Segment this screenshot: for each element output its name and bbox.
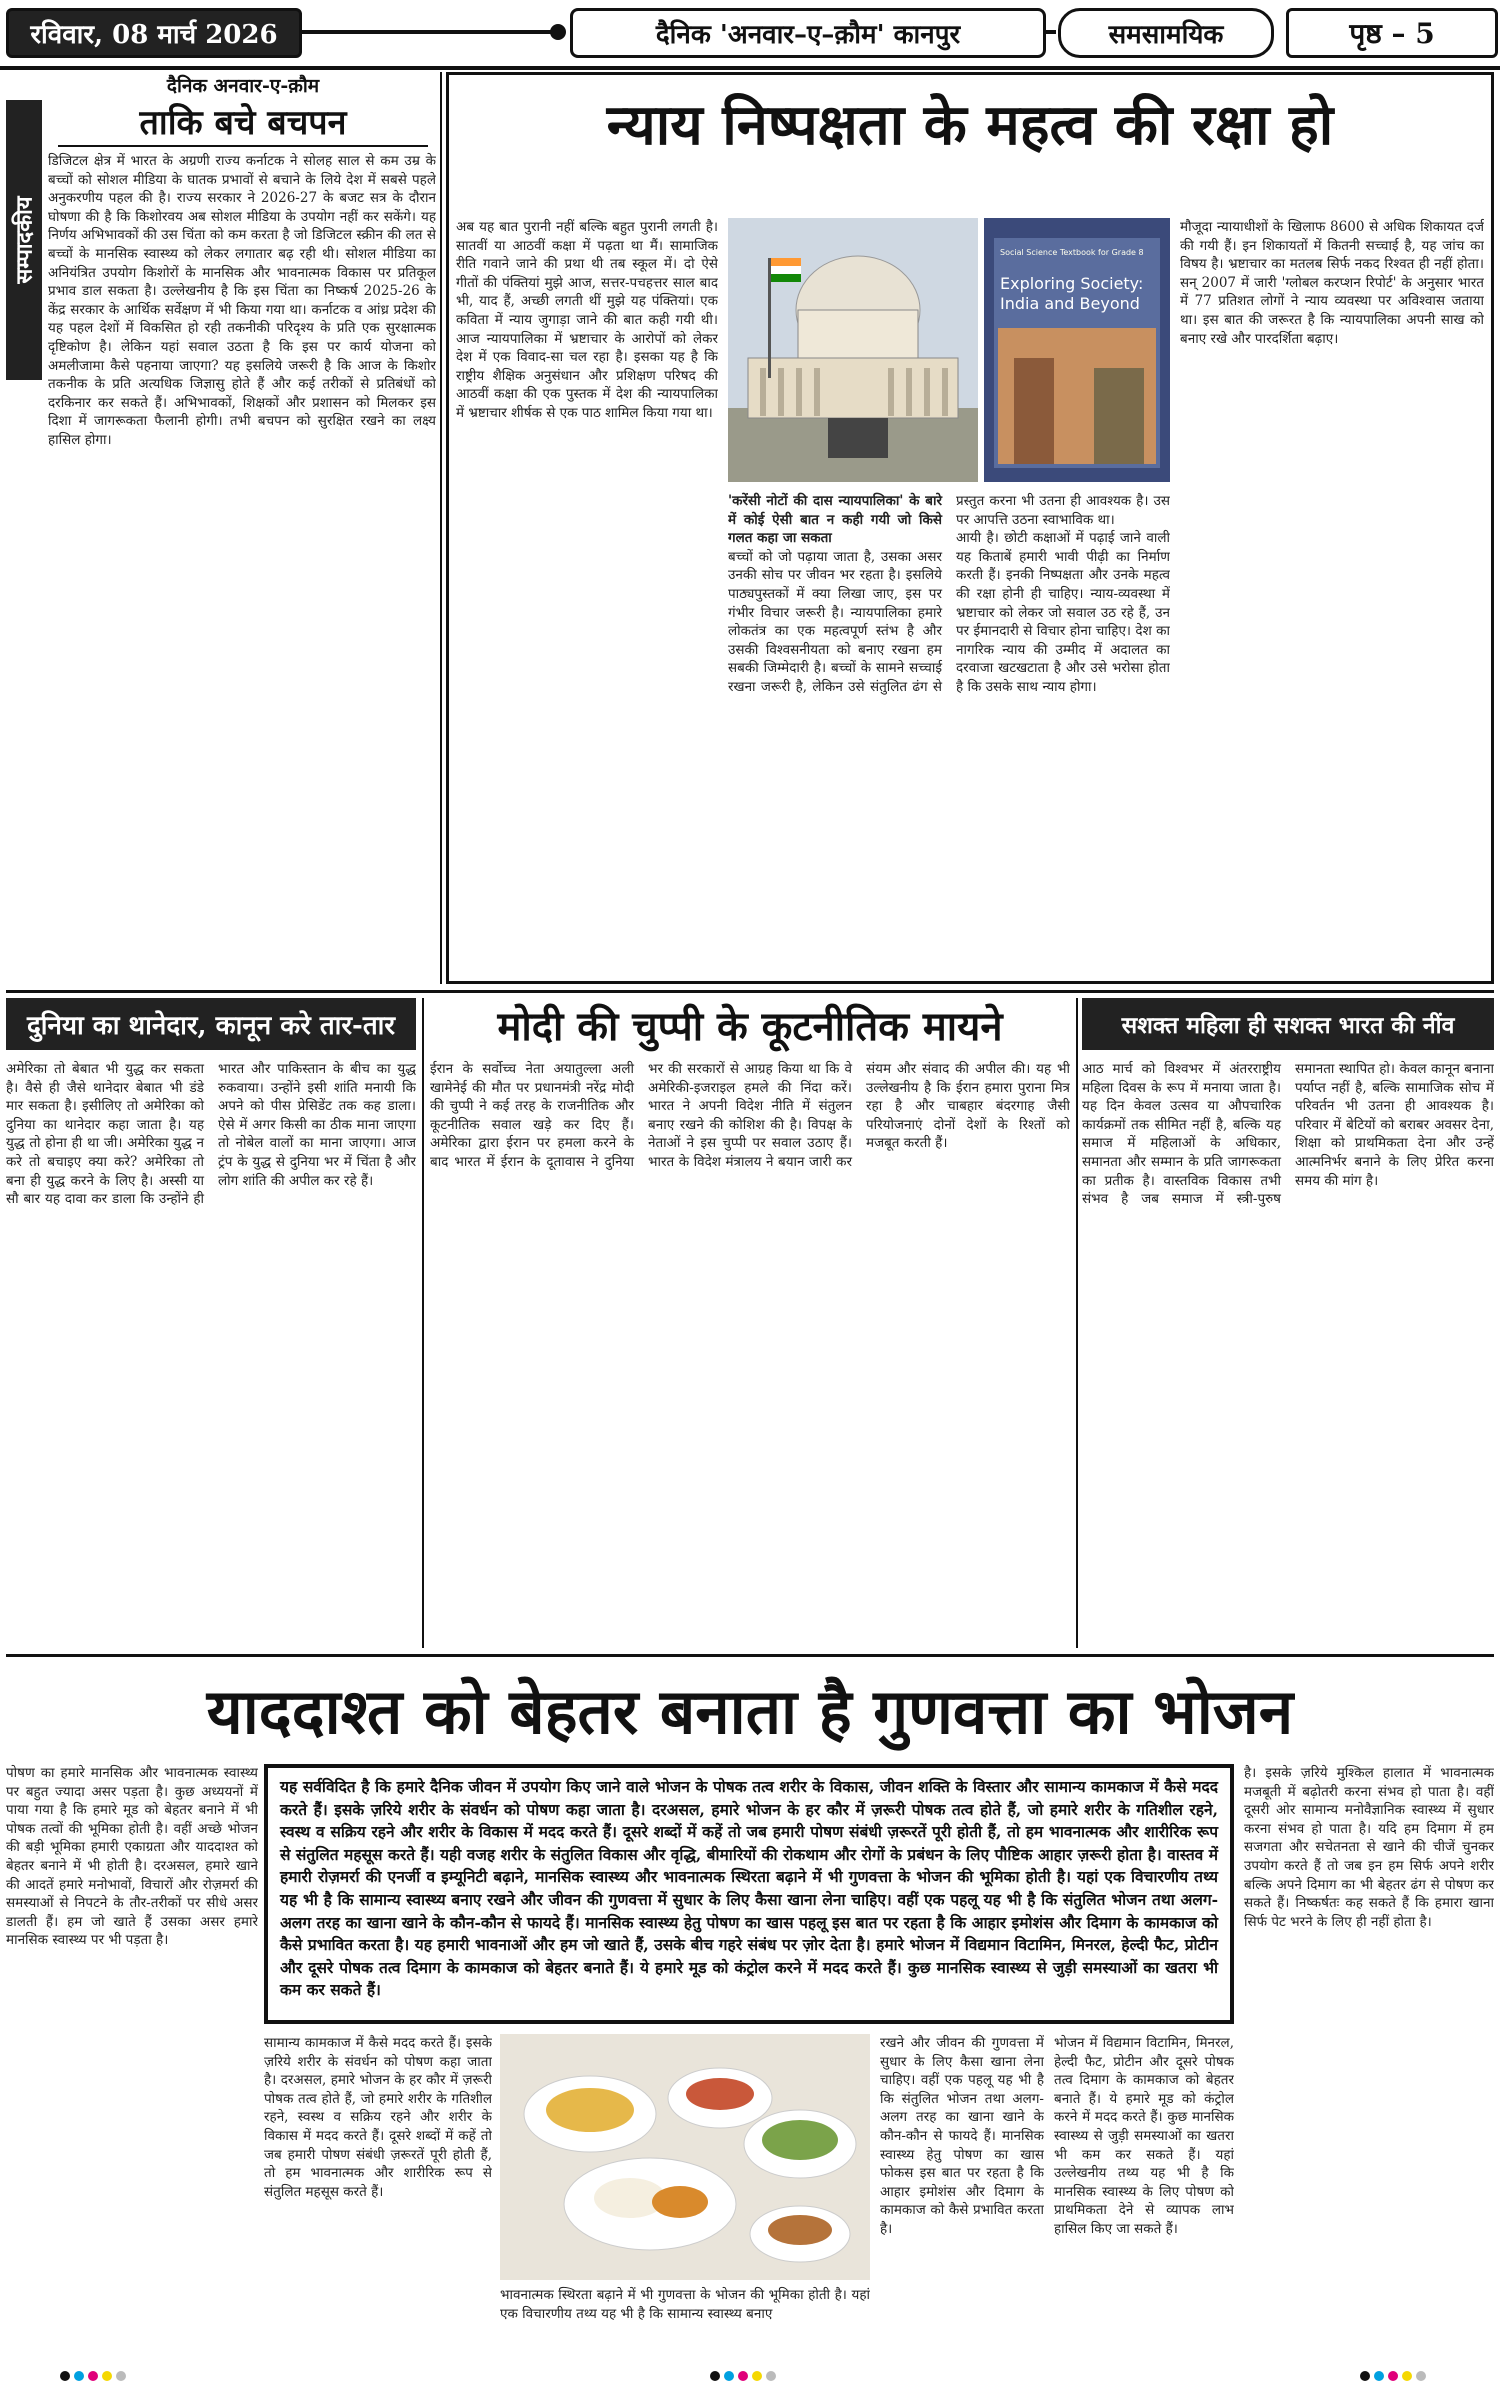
color-dot [724, 2371, 734, 2381]
header-bullet [550, 24, 566, 40]
color-registration-left [60, 2366, 130, 2385]
food-photo-caption: भावनात्मक स्थिरता बढ़ाने में भी गुणवत्ता के भोजन की भूमिका होती है। यहां एक विचारणीय तथ्य यह भी है कि सामान्य स्वास्थ्य बनाए [500, 2287, 870, 2322]
food-headline: याददाश्त को बेहतर बनाता है गुणवत्ता का भोजन [206, 1675, 1294, 1748]
editorial-side-label: सम्पादकीय [12, 196, 38, 284]
editorial-headline: ताकि बचे बचपन [139, 103, 347, 143]
textbook-cover-illustration [984, 218, 1170, 482]
editorial-source: दैनिक अनवार-ए-क़ौम [166, 75, 320, 97]
book-subtitle: Social Science Textbook for Grade 8 [1000, 248, 1144, 257]
editorial-body: डिजिटल क्षेत्र में भारत के अग्रणी राज्य कर्नाटक ने सोलह साल से कम उम्र के बच्चों को सोशल मीडिया के घातक प्रभावों से बचाने के लिये देश में सबसे पहले अनुकरणीय पहल की है। राज्य सरकार ने 2026-27 के बजट सत्र के दौरान घोषणा की है कि किशोरवय अब सोशल मीडिया के उपयोग नहीं कर सकेंगे। यह निर्णय अभिभावकों की उस चिंता को कम करता है जो डिजिटल स्क्रीन की लत से बच्चों के मानसिक स्वास्थ्य को लेकर लगातार बढ़ रही थी। सोशल मीडिया का अनियंत्रित उपयोग किशोरों के मानसिक और भावनात्मक विकास पर प्रतिकूल प्रभाव डाल सकता है। उल्लेखनीय है कि इस चिंता का निष्कर्ष 2025-26 के केंद्र सरकार के आर्थिक सर्वेक्षण में भी किया गया था। कर्नाटक व आंध्र प्रदेश की यह पहल देशों में विकसित हो रही तकनीकी परिदृश्य के प्रति एक सुरक्षात्मक दृष्टिकोण है। लेकिन यहां सवाल उठता है कि इस पर कार्य योजना को अमलीजामा कैसे पहनाया जाएगा? यह इसलिये जरूरी है कि आज के किशोर तकनीक के प्रति अत्यधिक जिज्ञासु होते हैं और कई तरीकों से प्रतिबंधों को दरकिनार कर सकते हैं। अभिभावकों, शिक्षकों और प्रशासन को मिलकर इस दिशा में जागरूकता फैलानी होगी। तभी बचपन को सुरक्षित रखने का लक्ष्य हासिल होगा। [48, 153, 436, 448]
date-box [6, 8, 302, 58]
women-headline: सशक्त महिला ही सशक्त भारत की नींव [1121, 1012, 1455, 1039]
color-dot [738, 2371, 748, 2381]
lead-caption: 'करेंसी नोटों की दास न्यायपालिका' के बारे में कोई ऐसी बात न कही गयी जो किसे गलत कहा जा सकता [728, 493, 942, 547]
editorial-rule [58, 145, 428, 147]
food-bottom-col-3: भोजन में विद्यमान विटामिन, मिनरल, हेल्दी फैट, प्रोटीन और दूसरे पोषक तत्व दिमाग के कामकाज को बेहतर बनाते हैं। ये हमारे मूड को कंट्रोल करने में मदद करते हैं। कुछ मानसिक स्वास्थ्य से जुड़ी समस्याओं का खतरा भी कम कर सकते हैं। यहां उल्लेखनीय तथ्य यह भी है कि मानसिक स्वास्थ्य के लिए पोषण को प्राथमिकता देने से व्यापक लाभ हासिल किए जा सकते हैं। [1054, 2035, 1234, 2237]
header-rule-right [1046, 30, 1056, 34]
left-story2-text: अमेरिका तो बेबात भी युद्ध कर सकता है। वैसे ही जैसे थानेदार बेबात भी डंडे मार सकता है। इसीलिए तो अमेरिका को दुनिया का थानेदार कहा जाता है। यह युद्ध तो होना ही था जी। अमेरिका युद्ध न करे तो बचाइए क्या करे? अमेरिका तो बना ही युद्ध करने के लिए है। अस्सी या सौ बार यह दावा कर डाला कि उन्होंने ही भारत और पाकिस्तान के बीच का युद्ध रुकवाया। उन्होंने इसी शांति मनायी कि अपने को पीस प्रेसिडेंट तक कह डाला। ऐसे में अगर किसी का ठीक माना जाएगा तो नोबेल वालों का माना जाएगा। आज ट्रंप के युद्ध से दुनिया भर में चिंता है और लोग शांति की अपील कर रहे हैं। [6, 1061, 416, 1208]
color-dot [1416, 2371, 1426, 2381]
food-left-column: पोषण का हमारे मानसिक और भावनात्मक स्वास्थ्य पर बहुत ज्यादा असर पड़ता है। कुछ अध्ययनों में पाया गया है कि हमारे मूड को बेहतर बनाने में भी पोषक तत्वों की भूमिका होती है। वहीं अच्छे भोजन की बड़ी भूमिका हमारी एकाग्रता और याददाश्त को बेहतर बनाने में भी होती है। दरअसल, हमारे खाने की आदतें हमारे मनोभावों, विचारों और रोज़मर्रा की समस्याओं से निपटने के तौर-तरीकों पर सीधे असर डालती हैं। हम जो खाते हैं उसका असर हमारे मानसिक स्वास्थ्य पर भी पड़ता है। [6, 1765, 258, 1949]
modi-text: ईरान के सर्वोच्च नेता अयातुल्ला अली खामेनेई की मौत पर प्रधानमंत्री नरेंद्र मोदी की चुप्पी ने कई तरह के राजनीतिक और कूटनीतिक सवाल खड़े कर दिए हैं। अमेरिका द्वारा ईरान पर हमला करने के बाद भारत में ईरान के दूतावास ने दुनिया भर की सरकारों से आग्रह किया था कि वे अमेरिकी-इजराइल हमले की निंदा करें। भारत ने अपनी विदेश नीति में संतुलन बनाए रखने की कोशिश की है। विपक्ष के नेताओं ने इस चुप्पी पर सवाल उठाए हैं। भारत के विदेश मंत्रालय ने बयान जारी कर संयम और संवाद की अपील की। यह भी उल्लेखनीय है कि ईरान हमारा पुराना मित्र रहा है और चाबहार बंदरगाह जैसी परियोजनाएं दोनों देशों के रिश्तों को मजबूत करती हैं। [430, 1061, 1070, 1170]
modi-headline: मोदी की चुप्पी के कूटनीतिक मायने [497, 1002, 1003, 1050]
paper-title: दैनिक 'अनवार–ए–क़ौम' कानपुर [655, 20, 961, 50]
editorial-side-tab [6, 100, 42, 380]
women-text: आठ मार्च को विश्वभर में अंतरराष्ट्रीय महिला दिवस के रूप में मनाया जाता है। यह दिन केवल उत्सव या औपचारिक कार्यक्रमों तक सीमित नहीं है, बल्कि यह समाज में महिलाओं के अधिकार, समानता और सम्मान के प्रति जागरूकता का प्रतीक है। वास्तविक विकास तभी संभव है जब समाज में स्त्री-पुरुष समानता स्थापित हो। केवल कानून बनाना पर्याप्त नहीं है, बल्कि सामाजिक सोच में परिवर्तन भी उतना ही आवश्यक है। परिवार में बेटियों को बराबर अवसर देना, शिक्षा को प्राथमिकता देना और उन्हें आत्मनिर्भर बनाने के लिए प्रेरित करना समय की मांग है। [1082, 1061, 1494, 1208]
color-dot [752, 2371, 762, 2381]
women-headline-bar [1082, 998, 1494, 1050]
header-rule-left [300, 30, 562, 34]
color-registration-right [1360, 2366, 1430, 2385]
page-number: पृष्ठ – 5 [1349, 17, 1435, 50]
modi-body [430, 1060, 1070, 1648]
food-intro: यह सर्वविदित है कि हमारे दैनिक जीवन में उपयोग किए जाने वाले भोजन के पोषक तत्व शरीर के विकास, जीवन शक्ति के विस्तार और सामान्य कामकाज में कैसे मदद करते हैं। इसके ज़रिये शरीर के संवर्धन को पोषण कहा जाता है। दरअसल, हमारे भोजन के हर कौर में ज़रूरी पोषक तत्व होते हैं, जो हमारे शरीर के गतिशील रहने, स्वस्थ व सक्रिय रहने और शरीर के विकास में मदद करते हैं। दूसरे शब्दों में कहें तो जब हमारी पोषण संबंधी ज़रूरतें पूरी होती हैं, तो हम भावनात्मक और शारीरिक रूप से संतुलित महसूस करते हैं। यही वजह शरीर के संतुलित विकास और वृद्धि, बीमारियों की रोकथाम और रोगों के प्रबंधन के लिए पौष्टिक आहार ज़रूरी होता है। वास्तव में हमारी रोज़मर्रा की एनर्जी व इम्यूनिटी बढ़ाने, मानसिक स्वास्थ्य और भावनात्मक स्थिरता बढ़ाने में भी गुणवत्ता के भोजन की भूमिका होती है। यहां एक विचारणीय तथ्य यह भी है कि सामान्य स्वास्थ्य बनाए रखने और जीवन की गुणवत्ता में सुधार के लिए कैसा खाना लेना चाहिए। वहीं एक पहलू यह भी है कि संतुलित भोजन तथा अलग-अलग तरह का खाना खाने के कौन-कौन से फायदे हैं। मानसिक स्वास्थ्य हेतु पोषण का खास पहलू इस बात पर रहता है कि आहार इमोशंस और दिमाग के कामकाज को कैसे प्रभावित करता है। यह हमारी भावनाओं और हम जो खाते हैं, उसके बीच गहरे संबंध पर ज़ोर देता है। हमारे भोजन में विद्यमान विटामिन, मिनरल, हेल्दी फैट, प्रोटीन और दूसरे पोषक तत्व दिमाग के कामकाज को बेहतर बनाते हैं। ये हमारे मूड को कंट्रोल करने में मदद करते हैं। कुछ मानसिक स्वास्थ्य से जुड़ी समस्याओं का खतरा भी कम कर सकते हैं। [280, 1777, 1218, 2000]
food-bottom-col-2: रखने और जीवन की गुणवत्ता में सुधार के लिए कैसा खाना लेना चाहिए। वहीं एक पहलू यह भी है कि संतुलित भोजन तथा अलग-अलग तरह का खाना खाने के कौन-कौन से फायदे हैं। मानसिक स्वास्थ्य हेतु पोषण का खास फोकस इस बात पर रहता है कि आहार इमोशंस और दिमाग के कामकाज को कैसे प्रभावित करता है। [880, 2035, 1044, 2237]
supreme-court-photo [728, 218, 978, 482]
color-dot [710, 2371, 720, 2381]
lead-column-1: अब यह बात पुरानी नहीं बल्कि बहुत पुरानी लगती है। सातवीं या आठवीं कक्षा में पढ़ता था मैं। सामाजिक रीति गवाने जाने की प्रथा थी तब स्कूल में। दो ऐसे गीतों की पंक्तियां मुझे आज, सत्तर-पचहत्तर साल बाद भी, याद हैं, अच्छी लगती थीं मुझे यह पंक्तियां। एक कविता में न्याय जुगाड़ा जाने की बात कही गयी थी। आज न्यायपालिका में भ्रष्टाचार के आरोपों को लेकर देश में एक विवाद-सा चल रहा है। इसका यह है कि राष्ट्रीय शैक्षिक अनुसंधान और प्रशिक्षण परिषद की आठवीं कक्षा की एक पुस्तक में देश की न्यायपालिका में भ्रष्टाचार शीर्षक से एक पाठ शामिल किया गया था। [456, 219, 718, 421]
page-header [0, 0, 1500, 70]
color-dot [88, 2371, 98, 2381]
food-intro-box [264, 1764, 1234, 2024]
lead-column-3: आयी है। छोटी कक्षाओं में पढ़ाई जाने वाली यह किताबें हमारी भावी पीढ़ी का निर्माण करती हैं। इनकी निष्पक्षता और उनके महत्व की रक्षा होनी ही चाहिए। न्याय-व्यवस्था में भ्रष्टाचार को लेकर जो सवाल उठ रहे हैं, उन पर ईमानदारी से विचार होना चाहिए। देश का नागरिक न्याय की उम्मीद में अदालत का दरवाजा खटखटाता है और उसे भरोसा होता है कि उसके साथ न्याय होगा। [956, 530, 1170, 695]
row2-divider-2 [1076, 998, 1078, 1648]
color-dot [1360, 2371, 1370, 2381]
color-dot [1388, 2371, 1398, 2381]
color-registration-center [710, 2366, 780, 2385]
column-divider [440, 72, 442, 984]
row3-top-rule [6, 1654, 1494, 1657]
issue-date: रविवार, 08 मार्च 2026 [30, 20, 278, 50]
color-dot [1374, 2371, 1384, 2381]
lead-column-4: मौजूदा न्यायाधीशों के खिलाफ 8600 से अधिक शिकायत दर्ज की गयी हैं। इन शिकायतों में कितनी सच्चाई है, यह जांच का विषय है। भ्रष्टाचार का मतलब सिर्फ नकद रिश्वत ही नहीं होता। सन् 2007 में जारी 'ग्लोबल करप्शन रिपोर्ट' के अनुसार भारत में 77 प्रतिशत लोगों ने न्याय व्यवस्था पर अविश्वास जताया था। इस बात की जरूरत है कि न्यायपालिका अपनी साख को बनाए रखे और पारदर्शिता बढ़ाए। [1180, 219, 1484, 347]
color-dot [116, 2371, 126, 2381]
paper-title-box [570, 8, 1046, 58]
food-right-column: है। इसके ज़रिये मुश्किल हालात में भावनात्मक मजबूती में बढ़ोतरी करना संभव हो पाता है। वहीं दूसरी ओर सामान्य मनोवैज्ञानिक स्वास्थ्य में सुधार करना संभव हो पाता है। यदि हम दिमाग में हम सजगता और सचेतनता से खाने की चीजें चुनकर उपयोग करते हैं तो जब इन हम सिर्फ अपने शरीर बल्कि अपने दिमाग का भी बेहतर ढंग से पोषण कर सकते हैं। निष्कर्षतः कह सकते हैं कि हमारा खाना सिर्फ पेट भरने के लिए ही नहीं होता है। [1244, 1765, 1494, 1930]
section-box [1058, 8, 1274, 58]
color-dot [102, 2371, 112, 2381]
color-dot [60, 2371, 70, 2381]
row2-divider-1 [422, 998, 424, 1648]
book-title: Exploring Society: India and Beyond [1000, 274, 1144, 313]
row2-top-rule [6, 990, 1494, 993]
page-number-box [1286, 8, 1498, 58]
supreme-court-illustration [728, 218, 978, 482]
food-plates-illustration [500, 2034, 870, 2280]
textbook-cover-photo [984, 218, 1170, 482]
left-story2-headline: दुनिया का थानेदार, कानून करे तार-तार [26, 1011, 396, 1041]
color-dot [74, 2371, 84, 2381]
lead-column-2: बच्चों को जो पढ़ाया जाता है, उसका असर उनकी सोच पर जीवन भर रहता है। इसलिये पाठ्यपुस्तकों में क्या लिखा जाए, इस पर गंभीर विचार जरूरी है। न्यायपालिका हमारे लोकतंत्र का एक महत्वपूर्ण स्तंभ है और उसकी विश्वसनीयता को बनाए रखना हम सबकी जिम्मेदारी है। बच्चों के सामने सच्चाई रखना जरूरी है, लेकिन उसे संतुलित ढंग से प्रस्तुत करना भी उतना ही आवश्यक है। उस पर आपत्ति उठना स्वाभाविक था। [728, 493, 1170, 695]
section-title: समसामयिक [1108, 20, 1224, 50]
food-photo [500, 2034, 870, 2280]
color-dot [766, 2371, 776, 2381]
left-story2-body [6, 1060, 416, 1648]
lead-center-text [728, 492, 1170, 974]
left-story2-headline-bar [6, 998, 416, 1050]
color-dot [1402, 2371, 1412, 2381]
lead-headline: न्याय निष्पक्षता के महत्व की रक्षा हो [606, 92, 1334, 158]
food-bottom-col-1: सामान्य कामकाज में कैसे मदद करते हैं। इसके ज़रिये शरीर के संवर्धन को पोषण कहा जाता है। दरअसल, हमारे भोजन के हर कौर में ज़रूरी पोषक तत्व होते हैं, जो हमारे शरीर के गतिशील रहने, स्वस्थ व सक्रिय रहने और शरीर के विकास में मदद करते हैं। दूसरे शब्दों में कहें तो जब हमारी पोषण संबंधी ज़रूरतें पूरी होती हैं, तो हम भावनात्मक और शारीरिक रूप से संतुलित महसूस करते हैं। [264, 2035, 492, 2200]
women-body [1082, 1060, 1494, 1648]
